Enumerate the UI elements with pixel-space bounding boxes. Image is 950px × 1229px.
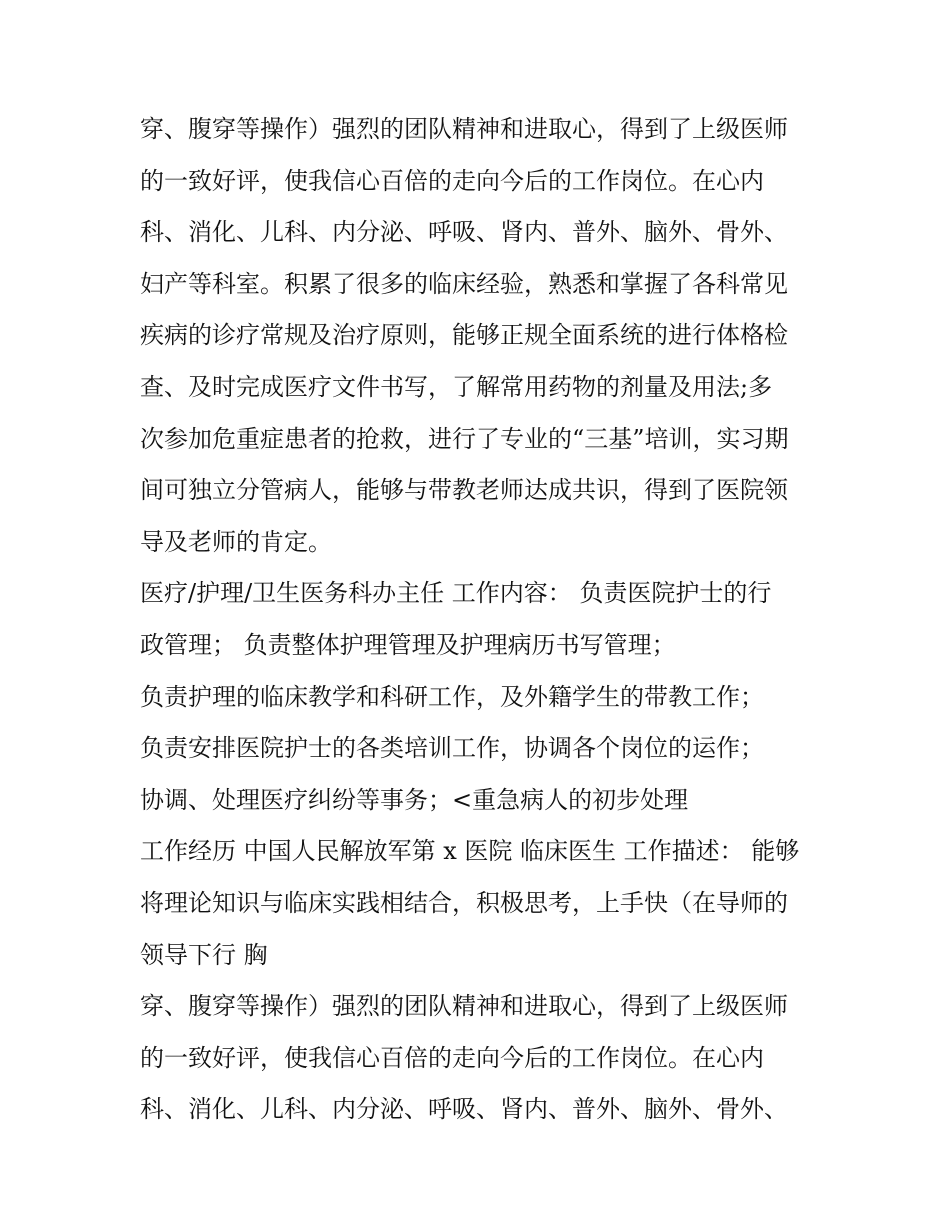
text-line: 协调、处理医疗纠纷等事务；<重急病人的初步处理 bbox=[140, 785, 689, 814]
text-line: 间可独立分管病人，能够与带教老师达成共识，得到了医院领 bbox=[140, 476, 788, 505]
text-line: 的一致好评，使我信心百倍的走向今后的工作岗位。在心内 bbox=[140, 166, 764, 195]
text-line: 领导下行 胸 bbox=[140, 940, 268, 969]
text-line: 科、消化、儿科、内分泌、呼吸、肾内、普外、脑外、骨外、 bbox=[140, 1095, 788, 1124]
text-line: 将理论知识与临床实践相结合，积极思考，上手快（在导师的 bbox=[140, 888, 788, 917]
text-line: 妇产等科室。积累了很多的临床经验，熟悉和掌握了各科常见 bbox=[140, 269, 788, 298]
text-line: 穿、腹穿等操作）强烈的团队精神和进取心，得到了上级医师 bbox=[140, 992, 788, 1021]
text-line: 医疗/护理/卫生医务科办主任 工作内容： 负责医院护士的行 bbox=[140, 579, 772, 608]
text-line: 政管理； 负责整体护理管理及护理病历书写管理； bbox=[140, 630, 676, 659]
text-line: 疾病的诊疗常规及治疗原则，能够正规全面系统的进行体格检 bbox=[140, 321, 788, 350]
text-line: 的一致好评，使我信心百倍的走向今后的工作岗位。在心内 bbox=[140, 1043, 764, 1072]
text-line: 负责护理的临床教学和科研工作，及外籍学生的带教工作； bbox=[140, 682, 764, 711]
text-line: 查、及时完成医疗文件书写，了解常用药物的剂量及用法;多 bbox=[140, 372, 773, 401]
text-line: 负责安排医院护士的各类培训工作，协调各个岗位的运作； bbox=[140, 734, 764, 763]
document-body bbox=[140, 104, 830, 1136]
text-line: 工作经历 中国人民解放军第 x 医院 临床医生 工作描述： 能够 bbox=[140, 837, 800, 866]
text-line: 导及老师的肯定。 bbox=[140, 527, 332, 556]
text-line: 科、消化、儿科、内分泌、呼吸、肾内、普外、脑外、骨外、 bbox=[140, 218, 788, 247]
text-line: 穿、腹穿等操作）强烈的团队精神和进取心，得到了上级医师 bbox=[140, 115, 788, 143]
text-line: 次参加危重症患者的抢救，进行了专业的“三基”培训，实习期 bbox=[140, 424, 789, 453]
